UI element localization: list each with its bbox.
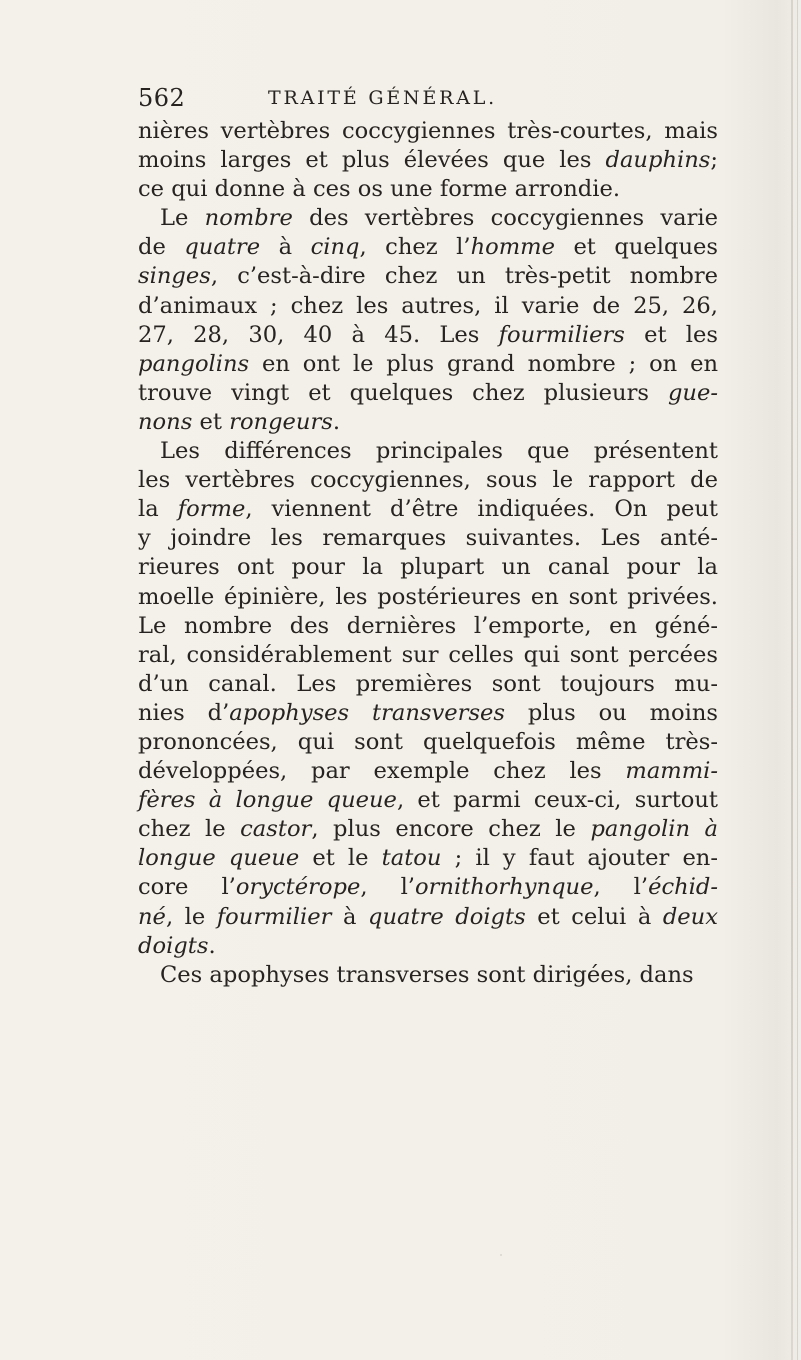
text-run: moins larges et plus élevées que les — [138, 147, 606, 174]
text-line — [138, 757, 718, 786]
text-line — [138, 815, 718, 844]
text-run: prononcées, qui sont quelquefois même très- — [138, 728, 718, 755]
text-run: Ces apophyses transverses sont dirigées, dans — [160, 961, 694, 988]
text-run: et les — [624, 321, 718, 348]
text-line — [138, 408, 718, 437]
text-run: moelle épinière, les postérieures en sont privées. — [138, 583, 718, 610]
italic-term: forme — [177, 496, 246, 523]
italic-term: quatre — [184, 234, 261, 261]
page-number: 562 — [138, 84, 186, 112]
paper-speck — [138, 860, 141, 863]
text-run: , et parmi ceux-ci, surtout — [396, 787, 719, 814]
italic-term: quatre doigts — [367, 903, 526, 930]
text-run: , chez l’ — [359, 234, 471, 261]
text-run: la — [138, 496, 178, 523]
text-run: ce qui donne à ces os une forme arrondie. — [138, 176, 621, 203]
italic-term: pangolin à — [590, 816, 718, 843]
text-run: . — [332, 408, 341, 435]
text-line — [138, 204, 718, 233]
paper-speck — [500, 1254, 502, 1256]
text-run: , c’est-à-dire chez un très-petit nombre — [210, 263, 718, 290]
italic-term: singes — [138, 263, 211, 290]
text-line — [138, 786, 718, 815]
text-run: à — [260, 234, 311, 261]
italic-term: pangolins — [138, 350, 250, 377]
text-run: de — [138, 234, 185, 261]
text-line — [138, 903, 718, 932]
italic-term: gue- — [667, 379, 718, 406]
text-line — [138, 350, 718, 379]
italic-term: fères à longue queue — [138, 787, 397, 814]
italic-term: homme — [470, 234, 555, 261]
text-line — [138, 292, 718, 321]
text-run: y joindre les remarques suivantes. Les anté- — [138, 525, 718, 552]
italic-term: né — [138, 903, 166, 930]
italic-term: mammi- — [625, 758, 718, 785]
italic-term: fourmilier — [216, 903, 332, 930]
page-edge-shadow — [791, 0, 793, 1360]
italic-term: castor — [240, 816, 312, 843]
text-run: les vertèbres coccygiennes, sous le rapport de — [138, 467, 718, 494]
text-run: ; il y faut ajouter en- — [441, 845, 718, 872]
italic-term: tatou — [381, 845, 442, 872]
text-run: Les différences principales que présentent — [160, 438, 718, 465]
body-text — [138, 117, 718, 990]
italic-term: fourmiliers — [498, 321, 625, 348]
text-line — [138, 175, 718, 204]
text-line — [138, 932, 718, 961]
text-run: plus ou moins — [505, 699, 718, 726]
text-run: core l’ — [138, 874, 236, 901]
text-run: Le nombre des dernières l’emporte, en géné- — [138, 612, 718, 639]
italic-term: apophyses transverses — [229, 699, 505, 726]
text-line — [138, 233, 718, 262]
text-run: et — [192, 408, 230, 435]
italic-term: nons — [138, 408, 193, 435]
text-run: , plus encore chez le — [311, 816, 591, 843]
text-run: et le — [299, 845, 382, 872]
italic-term: longue queue — [138, 845, 300, 872]
text-run: en ont le plus grand nombre ; on en — [249, 350, 718, 377]
text-line — [138, 495, 718, 524]
text-line — [138, 553, 718, 582]
text-line — [138, 699, 718, 728]
italic-term: ornithorhynque — [415, 874, 594, 901]
text-run: , l’ — [593, 874, 649, 901]
page-edge-line — [797, 0, 798, 1360]
text-run: , l’ — [360, 874, 415, 901]
text-run: ; — [710, 147, 718, 174]
text-line — [138, 728, 718, 757]
text-run: trouve vingt et quelques chez plusieurs — [138, 379, 668, 406]
text-run: rieures ont pour la plupart un canal pour la — [138, 554, 718, 581]
text-line — [138, 583, 718, 612]
text-line — [138, 873, 718, 902]
text-line — [138, 437, 718, 466]
italic-term: rongeurs — [229, 408, 333, 435]
text-run: ral, considérablement sur celles qui sont percées — [138, 641, 718, 668]
italic-term: oryctérope — [235, 874, 361, 901]
text-run: , le — [165, 903, 217, 930]
text-run: chez le — [138, 816, 241, 843]
text-run: et quelques — [554, 234, 718, 261]
text-line — [138, 844, 718, 873]
text-run: et celui à — [525, 903, 663, 930]
text-run: 27, 28, 30, 40 à 45. Les — [138, 321, 499, 348]
italic-term: deux — [662, 903, 718, 930]
italic-term: cinq — [310, 234, 360, 261]
italic-term: nombre — [204, 205, 293, 232]
text-line — [138, 641, 718, 670]
text-run: développées, par exemple chez les — [138, 758, 626, 785]
text-run: , viennent d’être indiquées. On peut — [245, 496, 718, 523]
text-line — [138, 612, 718, 641]
text-run: Le — [160, 205, 205, 232]
italic-term: dauphins — [605, 147, 711, 174]
text-line — [138, 262, 718, 291]
text-line — [138, 146, 718, 175]
text-line — [138, 117, 718, 146]
text-run: des vertèbres coccygiennes varie — [292, 205, 718, 232]
text-run: nies d’ — [138, 699, 230, 726]
text-line — [138, 321, 718, 350]
text-run: à — [331, 903, 368, 930]
text-line — [138, 670, 718, 699]
text-run: d’un canal. Les premières sont toujours mu- — [138, 670, 718, 697]
running-head — [138, 84, 698, 114]
text-line — [138, 961, 718, 990]
italic-term: échid- — [648, 874, 718, 901]
running-title: TRAITÉ GÉNÉRAL. — [268, 87, 498, 109]
italic-term: doigts — [138, 932, 209, 959]
text-line — [138, 379, 718, 408]
text-run: . — [208, 932, 216, 959]
text-line — [138, 524, 718, 553]
text-line — [138, 466, 718, 495]
text-run: nières vertèbres coccygiennes très-courtes, mais — [138, 118, 718, 144]
text-run: d’animaux ; chez les autres, il varie de 25, 26, — [138, 292, 718, 319]
